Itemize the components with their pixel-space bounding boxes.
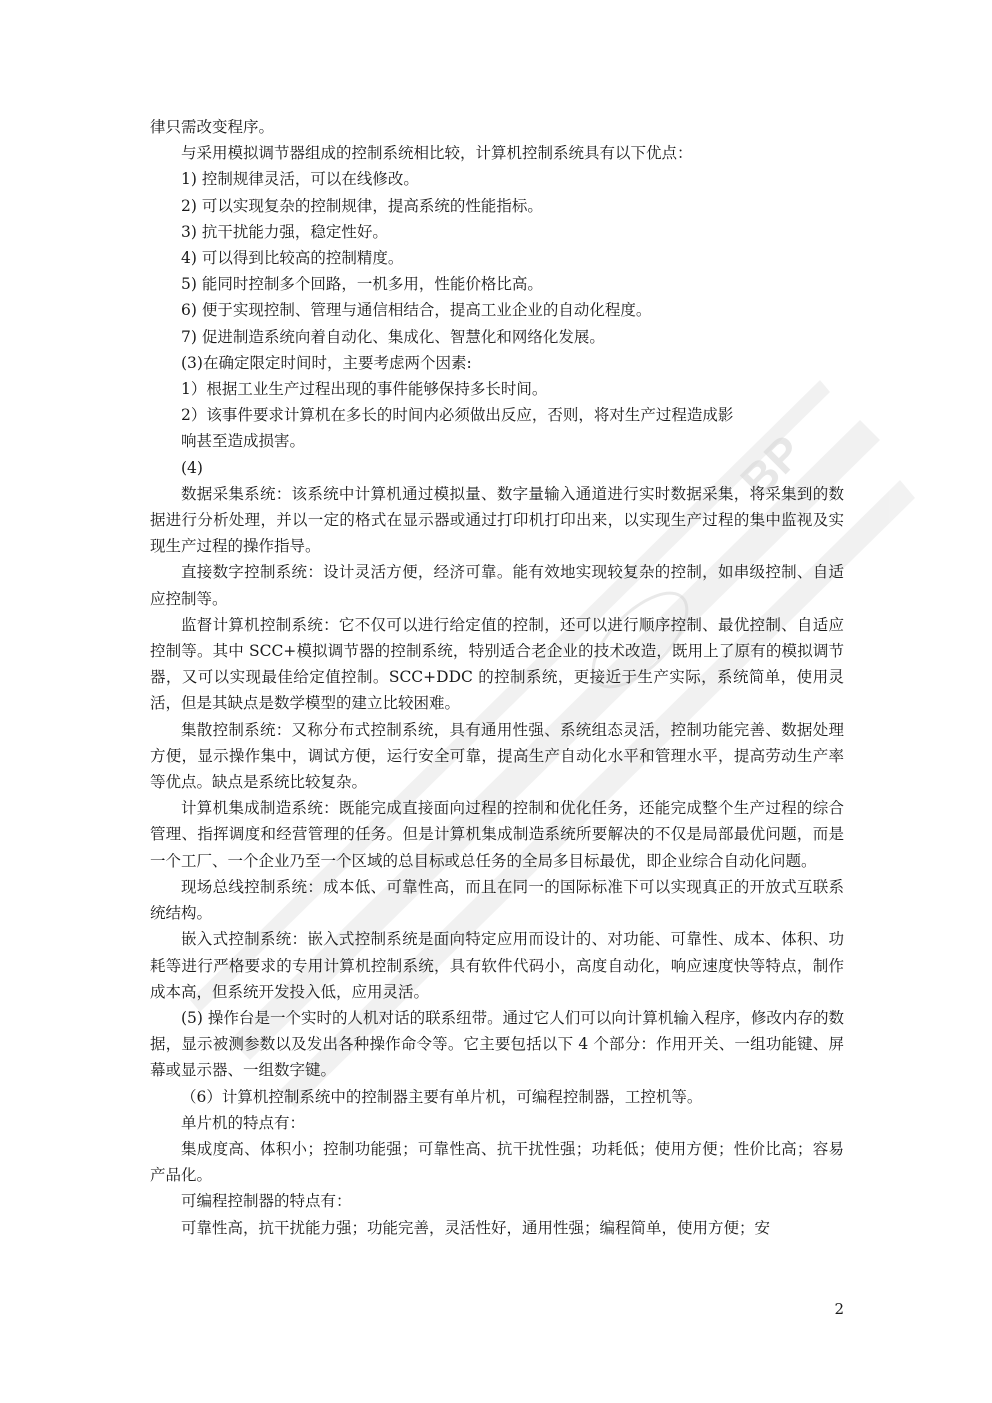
paragraph: 律只需改变程序。 [150,118,275,136]
list-item: 5) 能同时控制多个回路，一机多用，性能价格比高。 [181,275,543,294]
paragraph: 集散控制系统：又称分布式控制系统，具有通用性强、系统组态灵活，控制功能完善、数据处理方便，显示操作集中，调试方便，运行安全可靠，提高生产自动化水平和管理水平，提高劳动生产率等优点。缺点是系统比较复杂。 [150,720,844,792]
paragraph: 数据采集系统：该系统中计算机通过模拟量、数字量输入通道进行实时数据采集，将采集到的数据进行分析处理，并以一定的格式在显示器或通过打印机打印出来，以实现生产过程的集中监视及实现生产过程的操作指导。 [150,484,844,556]
paragraph: 可编程控制器的特点有： [181,1192,352,1211]
paragraph: 单片机的特点有： [181,1113,306,1132]
list-item: 3) 抗干扰能力强，稳定性好。 [181,222,388,241]
page-number: 2 [834,1300,844,1318]
paragraph: 现场总线控制系统：成本低、可靠性高，而且在同一的国际标准下可以实现真正的开放式互联系统结构。 [150,877,844,923]
list-item: 1）根据工业生产过程出现的事件能够保持多长时间。 [181,380,548,399]
paragraph: 直接数字控制系统：设计灵活方便，经济可靠。能有效地实现较复杂的控制，如串级控制、自适应控制等。 [150,563,844,608]
paragraph: 响甚至造成损害。 [181,432,306,451]
paragraph: 集成度高、体积小；控制功能强；可靠性高、抗干扰性强；功耗低；使用方便；性价比高；容易产品化。 [150,1139,844,1185]
paragraph: 与采用模拟调节器组成的控制系统相比较，计算机控制系统具有以下优点： [181,144,693,163]
list-item: 7) 促进制造系统向着自动化、集成化、智慧化和网络化发展。 [181,327,605,346]
body-text [150,114,844,1241]
list-item: 6) 便于实现控制、管理与通信相结合，提高工业企业的自动化程度。 [181,301,652,320]
list-item: 2) 可以实现复杂的控制规律，提高系统的性能指标。 [181,196,543,215]
list-item: 1) 控制规律灵活，可以在线修改。 [181,170,419,189]
paragraph: （6）计算机控制系统中的控制器主要有单片机，可编程控制器，工控机等。 [181,1087,703,1106]
paragraph: 嵌入式控制系统：嵌入式控制系统是面向特定应用而设计的、对功能、可靠性、成本、体积、功耗等进行严格要求的专用计算机控制系统，具有软件代码小，高度自动化，响应速度快等特点，制作成本高，但系统开发投入低，应用灵活。 [150,930,844,1001]
paragraph: (3)在确定限定时间时，主要考虑两个因素: [181,353,472,372]
paragraph: 监督计算机控制系统：它不仅可以进行给定值的控制，还可以进行顺序控制、最优控制、自适应控制等。其中 SCC+模拟调节器的控制系统，特别适合老企业的技术改造，既用上了原有的模拟调节器，又可以实现最佳给定值控制。SCC+DDC 的控制系统，更接近于生产实际，系统简单，使用灵活，但是其缺点是数学模型的建立比较困难。 [150,615,844,713]
list-item: 2）该事件要求计算机在多长的时间内必须做出反应，否则，将对生产过程造成影 [181,406,734,425]
paragraph: 可靠性高，抗干扰能力强；功能完善，灵活性好，通用性强；编程简单，使用方便；安 [181,1218,771,1237]
paragraph: (4) [181,458,203,477]
paragraph: 计算机集成制造系统：既能完成直接面向过程的控制和优化任务，还能完成整个生产过程的综合管理、指挥调度和经营管理的任务。但是计算机集成制造系统所要解决的不仅是局部最优问题，而是一个工厂、一个企业乃至一个区域的总目标或总任务的全局多目标最优，即企业综合自动化问题。 [150,799,844,870]
list-item: 4) 可以得到比较高的控制精度。 [181,249,404,268]
watermark-text: BP [730,425,813,508]
paragraph: (5) 操作台是一个实时的人机对话的联系纽带。通过它人们可以向计算机输入程序，修改内存的数据，显示被测参数以及发出各种操作命令等。它主要包括以下 4 个部分：作用开关、一组功能键、屏幕或显示器、一组数字键。 [150,1008,844,1080]
